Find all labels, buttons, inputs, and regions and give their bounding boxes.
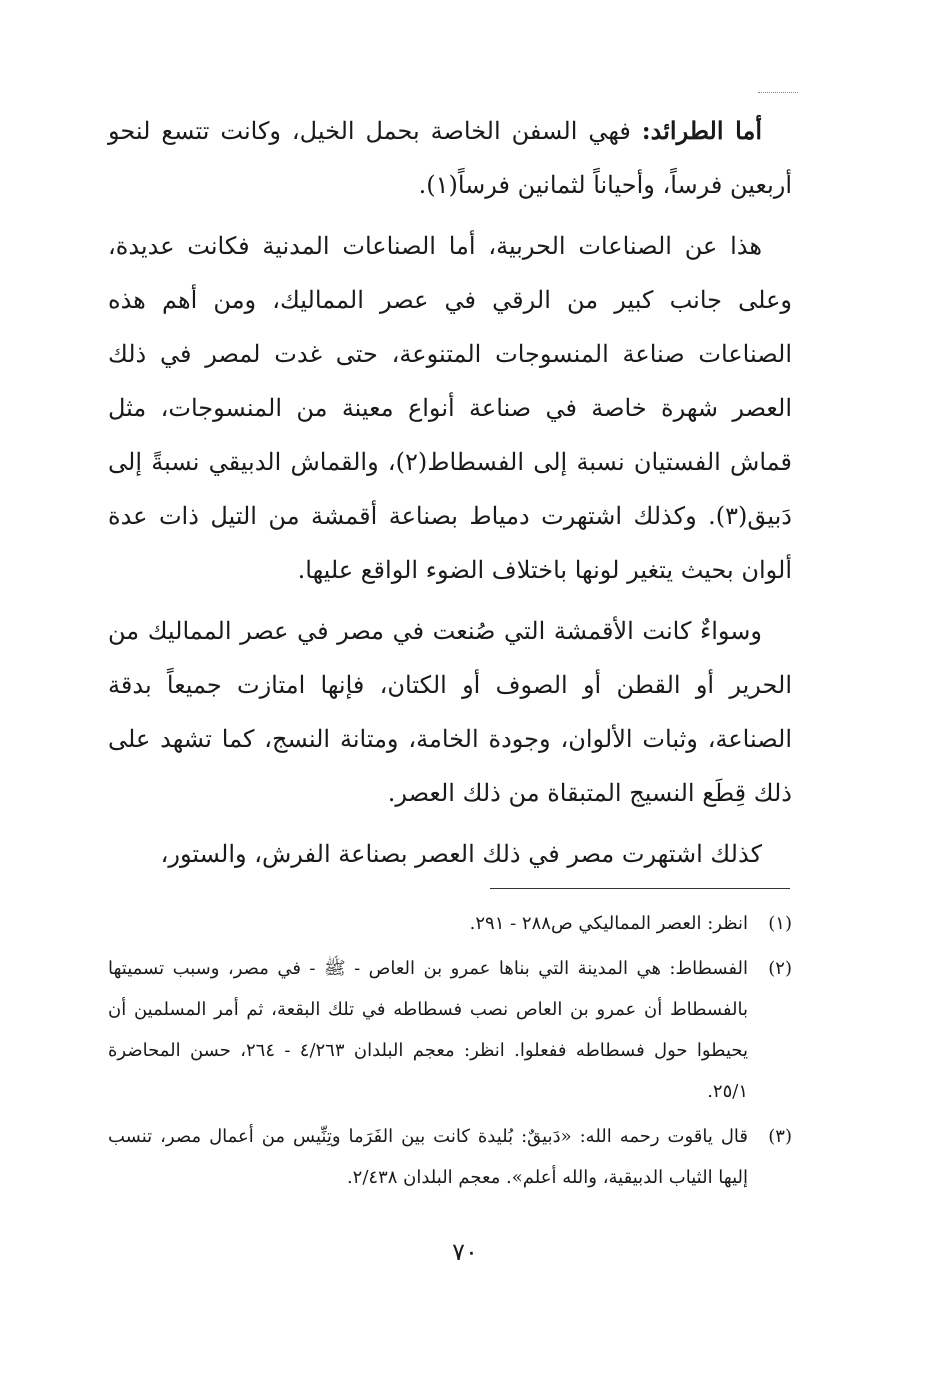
paragraph-2: هذا عن الصناعات الحربية، أما الصناعات المدنية فكانت عديدة، وعلى جانب كبير من الرقي في عصر المماليك، ومن أهم هذه الصناعات صناعة المنسوجات المتنوعة، حتى غدت لمصر في ذلك العصر شهرة خاصة في صناعة أنواع معينة من المنسوجات، مثل قماش الفستيان نسبة إلى الفسطاط(٢)، والقماش الدبيقي نسبةً إلى دَبيق(٣). وكذلك اشتهرت دمياط بصناعة أقمشة من التيل ذات عدة ألوان بحيث يتغير لونها باختلاف الضوء الواقع عليها. — [108, 232, 792, 584]
paragraph-1 — [108, 104, 792, 212]
footnote-3 — [108, 1116, 792, 1198]
top-margin-mark — [758, 92, 798, 93]
footnote-2 — [108, 948, 792, 1112]
footnote-1 — [108, 903, 792, 944]
footnote-number: (١) — [768, 913, 792, 934]
footnotes-block — [108, 903, 792, 1202]
bold-lead-term: أما الطرائد: — [641, 116, 763, 145]
footnote-number: (٢) — [768, 958, 792, 979]
footnote-text: الفسطاط: هي المدينة التي بناها عمرو بن العاص - ﷺ - في مصر، وسبب تسميتها بالفسطاط أن عمرو بن العاص نصب فسطاطه في تلك البقعة، ثم أمر المسلمين أن يحيطوا حول فسطاطه ففعلوا. انظر: معجم البلدان ٤/٢٦٣ - ٢٦٤، حسن المحاضرة ٢٥/١. — [108, 958, 749, 1102]
footnote-number: (٣) — [768, 1126, 792, 1147]
footnote-text: انظر: العصر المماليكي ص٢٨٨ - ٢٩١. — [469, 913, 748, 934]
paragraph-1-text: فهي السفن الخاصة بحمل الخيل، وكانت تتسع لنحو أربعين فرساً، وأحياناً لثمانين فرساً(١). — [108, 117, 792, 199]
paragraph-4: كذلك اشتهرت مصر في ذلك العصر بصناعة الفرش، والستور، — [160, 840, 762, 868]
paragraph-3: وسواءٌ كانت الأقمشة التي صُنعت في مصر في عصر المماليك من الحرير أو القطن أو الصوف أو الكتان، فإنها امتازت جميعاً بدقة الصناعة، وثبات الألوان، وجودة الخامة، ومتانة النسج، كما تشهد على ذلك قِطَع النسيج المتبقاة من ذلك العصر. — [108, 617, 792, 807]
footnote-text: قال ياقوت رحمه الله: «دَبيقٌ: بُليدة كانت بين الفَرَما وتِنِّيس من أعمال مصر، تنسب إليها الثياب الدبيقية، والله أعلم». معجم البلدان ٢/٤٣٨. — [108, 1126, 748, 1188]
footnote-separator — [490, 888, 790, 889]
page-number: ٧٠ — [452, 1238, 478, 1266]
main-text-block — [108, 104, 792, 888]
